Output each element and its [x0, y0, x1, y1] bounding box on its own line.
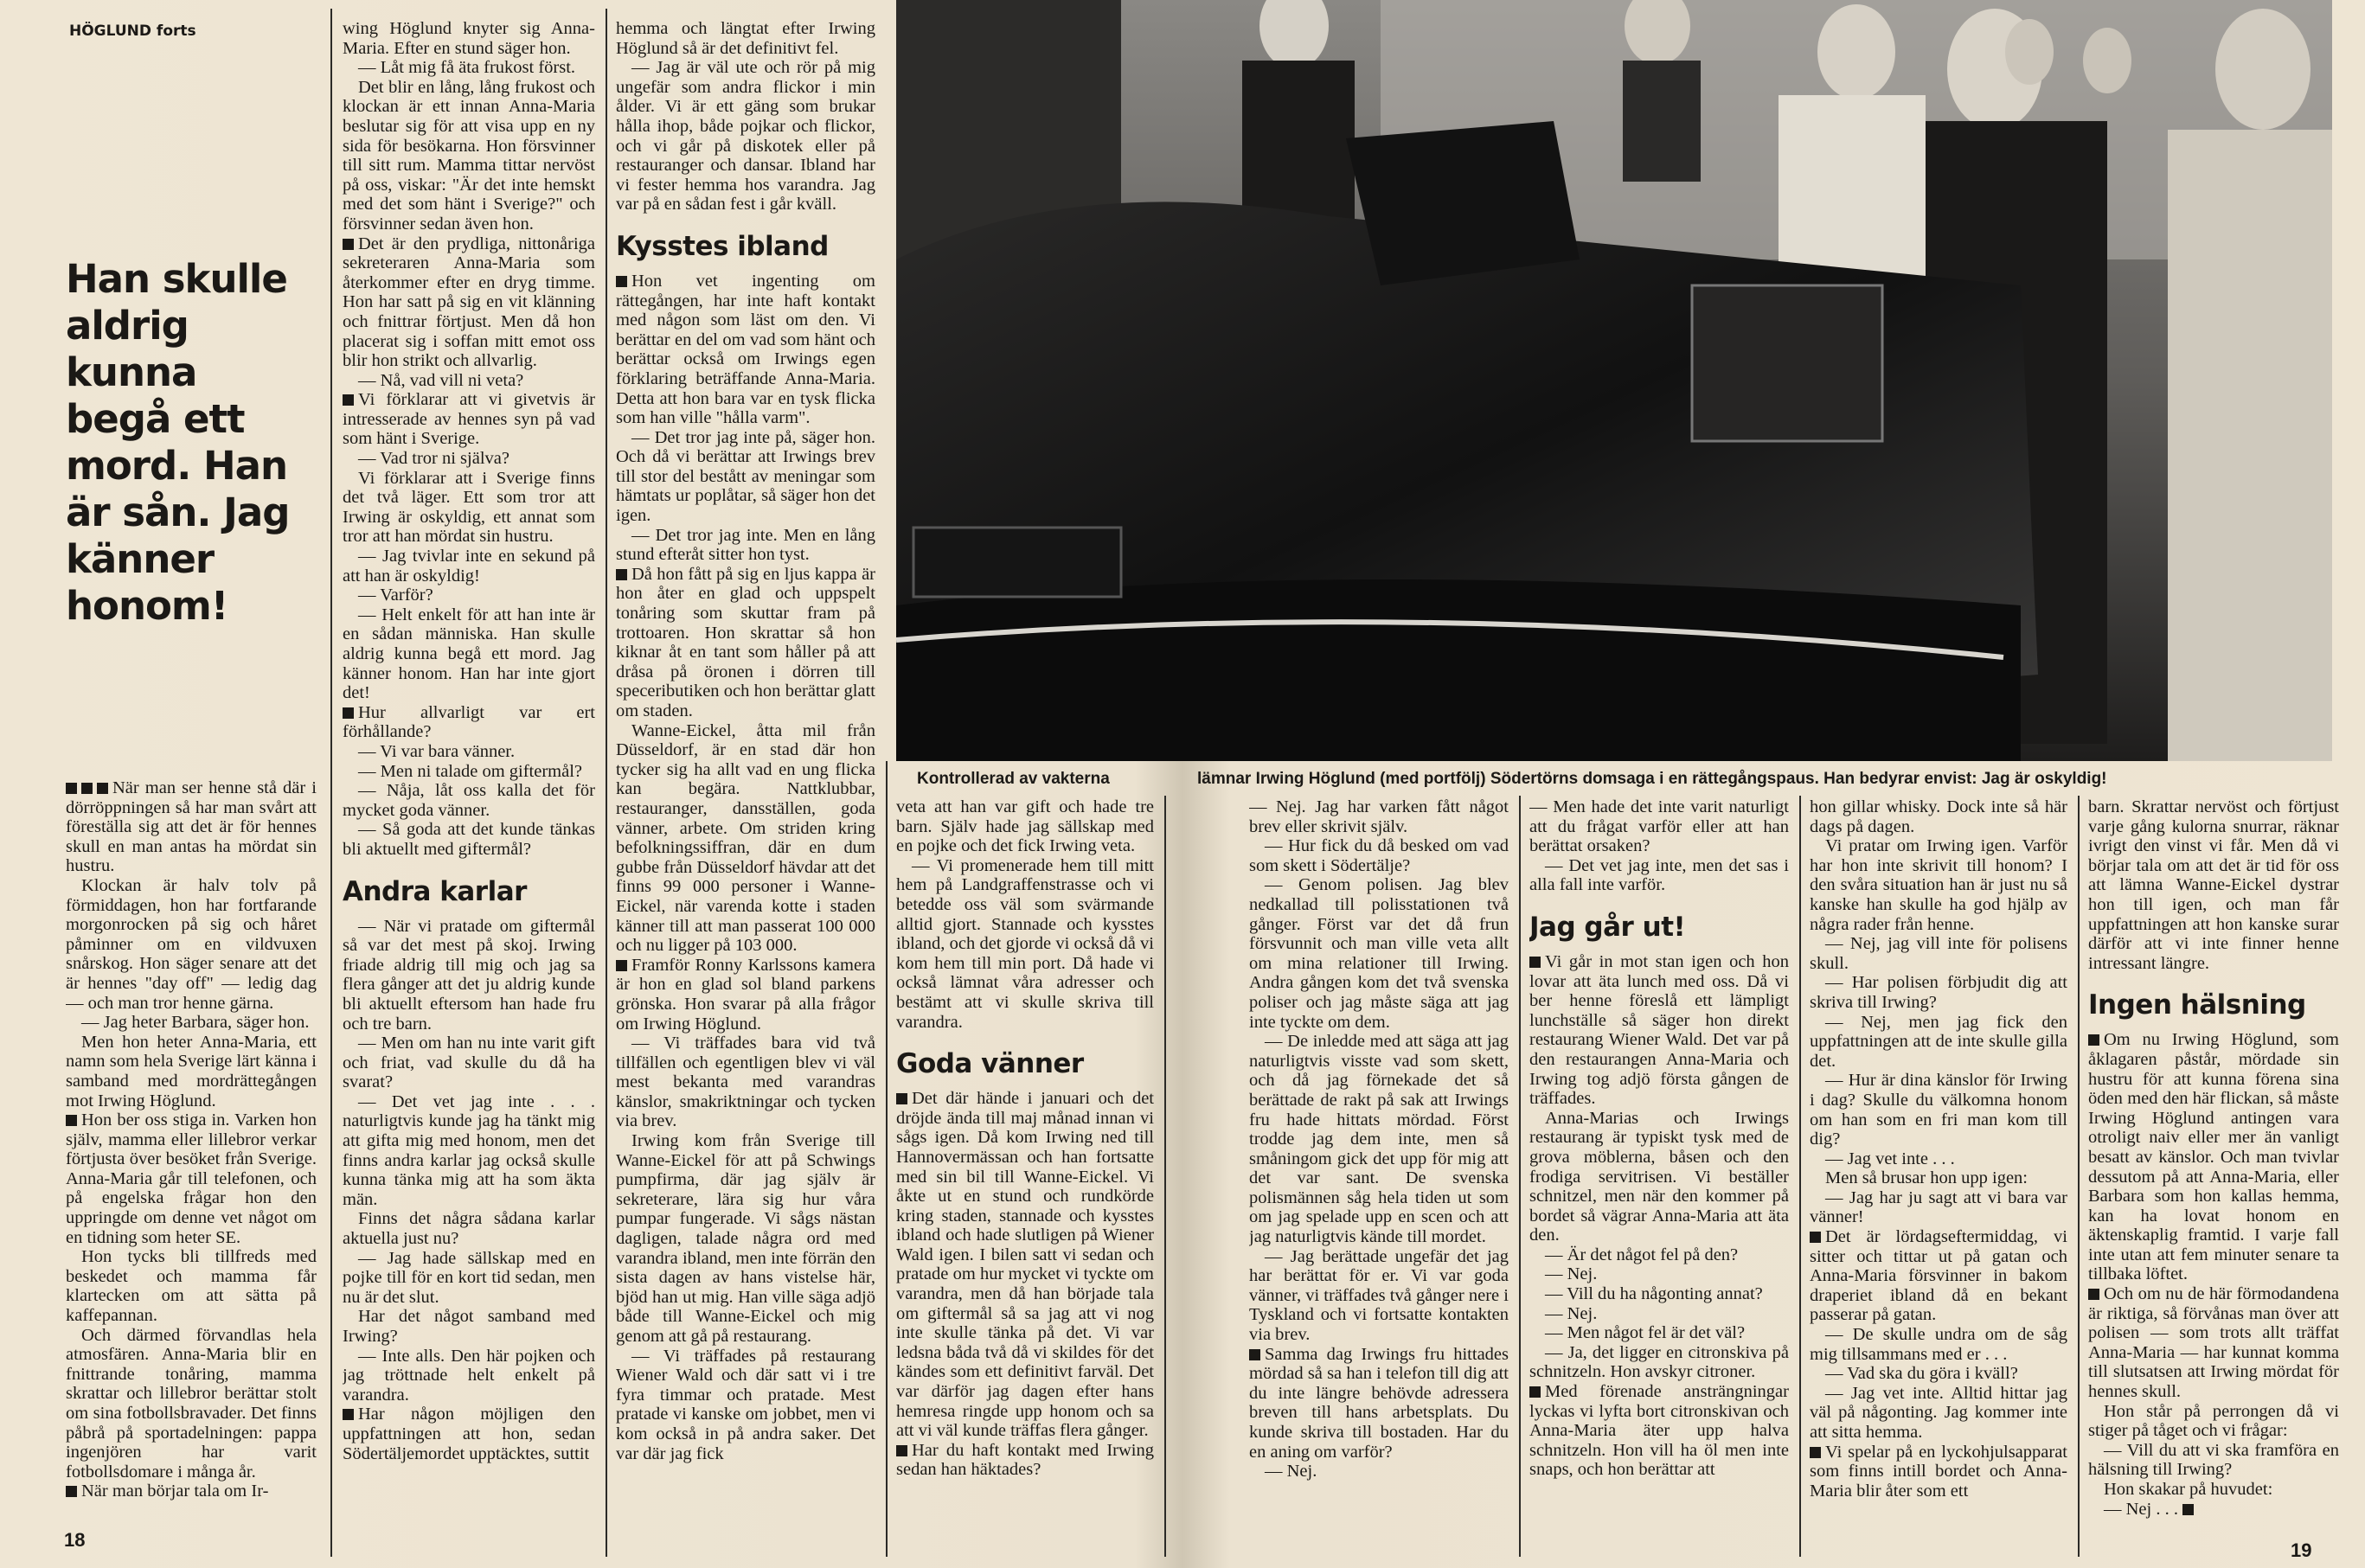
paragraph: — De inledde med att säga att jag naturligtvis visste vad som skett, och då jag förnekade det så berättade de rakt på sak att Irwings fru hade hittats mördad. Först trodde jag dem inte, men så småningom gick det upp för mig att det var sant. De svenska polismännen såg hela tiden ut som om jag spelade upp en scen och att jag naturligtvis kände till mordet.	[1249, 1032, 1509, 1247]
column-rule	[606, 9, 607, 1557]
paragraph: Det där hände i januari och det dröjde ända till maj månad innan vi sågs igen. Då kom Irwing ned till Hannovermässan och han fortsatte med sin bil till Wanne-Eickel. Vi åkte ut en stund och rundkörde kring staden, stannade och kysstes ibland och hade slutligen på Wiener Wald igen. I bilen satt vi sedan och pratade om hur mycket vi tyckte om varandra, men då han började tala om giftermål så sa jag att vi nog inte skulle tänka på det. Vi var ledsna båda två då vi skildes för det kändes som ett definitivt farväl. Det var därför jag dagen efter hans hemresa ringde upp honom och sa att vi väl kunde träffas flera gånger.	[896, 1089, 1154, 1441]
column-rule	[1799, 796, 1801, 1557]
paragraph: — Jag tvivlar inte en sekund på att han är oskyldig!	[343, 547, 595, 586]
paragraph: Hon står på perrongen då vi stiger på tåget och vi frågar:	[2088, 1401, 2339, 1441]
press-photo	[896, 0, 2332, 761]
paragraph: Men hon heter Anna-Maria, ett namn som hela Sverige lärt känna i samband med mordrättegången mot Irwing Höglund.	[66, 1032, 317, 1110]
paragraph: barn. Skrattar nervöst och förtjust varje gång kulorna snurrar, räknar ivrigt den vinst vi får. Men då vi börjar tala om att det är tid för oss att lämna Wanne-Eickel dystrar hon till igen, och man får uppfattningen att hon kanske surar därför att vi inte finner henne intressant längre.	[2088, 797, 2339, 973]
paragraph: Har du haft kontakt med Irwing sedan han häktades?	[896, 1440, 1154, 1480]
paragraph: Om nu Irwing Höglund, som åklagaren påstår, mördade sin hustru för att kunna förena sina öden med den här flickan, så måste Irwing Höglund antingen vara otroligt naiv eller mer än vanligt besatt av känslor. Och man tvivlar dessutom på att Anna-Maria, eller Barbara som hon kallas hemma, kan ha lovat honom en äktenskaplig framtid. I varje fall inte utan att fem minuter senare ta tillbaka löftet.	[2088, 1030, 2339, 1284]
paragraph: — Jag har ju sagt att vi bara var vänner!	[1810, 1187, 2067, 1227]
column-6	[1529, 797, 1789, 1550]
paragraph: — Vill du att vi ska framföra en hälsning till Irwing?	[2088, 1440, 2339, 1480]
column-rule	[1519, 796, 1521, 1557]
subheading: Kysstes ibland	[616, 230, 829, 262]
paragraph: — Nej. Jag har varken fått något brev eller skrivit själv.	[1249, 797, 1509, 836]
paragraph: Men så brusar hon upp igen:	[1825, 1168, 2028, 1188]
paragraph: — Jag hade sällskap med en pojke till för en kort tid sedan, men nu är det slut.	[343, 1248, 595, 1307]
paragraph: Det är lördagseftermiddag, vi sitter och tittar ut på gatan och Anna-Maria försvinner in bakom draperiet ibland då en bekant passerar på gatan.	[1810, 1227, 2067, 1325]
paragraph: — Nej.	[1545, 1264, 1598, 1284]
paragraph: — Men hade det inte varit naturligt att du frågat varför eller att han berättat orsaken?	[1529, 797, 1789, 856]
paragraph: Hon vet ingenting om rättegången, har inte haft kontakt med någon som läst om den. Vi berättar en del om vad som hänt och berättar också om Irwings egen förklaring beträffande Anna-Maria. Detta att hon bara var en tysk flicka som han ville "hålla varm".	[616, 271, 875, 428]
paragraph: — Nej, jag vill inte för polisens skull.	[1810, 934, 2067, 973]
paragraph: — Vad tror ni själva?	[358, 449, 510, 469]
column-7	[1810, 797, 2067, 1550]
paragraph: — Nå, vad vill ni veta?	[358, 370, 524, 390]
paragraph: — Vad ska du göra i kväll?	[1825, 1364, 2018, 1384]
paragraph: — Det tror jag inte på, säger hon. Och då vi berättar att Irwings brev till stor del bestått av meningar som hämtats ur poplåtar, så säger hon det igen.	[616, 427, 875, 526]
running-head: HÖGLUND forts	[69, 22, 196, 40]
paragraph: — Så goda att det kunde tänkas bli aktuellt med giftermål?	[343, 820, 595, 859]
photo-caption-right: lämnar Irwing Höglund (med portfölj) Södertörns domsaga i en rättegångspaus. Han bedyrar envist: Jag är oskyldig!	[1197, 770, 2107, 788]
paragraph: — Hur fick du då besked om vad som skett i Södertälje?	[1249, 836, 1509, 875]
paragraph: — Nåja, låt oss kalla det för mycket goda vänner.	[343, 781, 595, 820]
paragraph: När man ser henne stå där i dörröppningen så har man svårt att föreställa sig att det är för hennes skull en man antas ha mördat sin hustru.	[66, 778, 317, 876]
paragraph: — Men om han nu inte varit gift och friat, vad skulle du då ha svarat?	[343, 1034, 595, 1092]
column-1	[66, 778, 317, 1539]
paragraph: — De skulle undra om de såg mig tillsammans med er . . .	[1810, 1325, 2067, 1364]
paragraph: Irwing kom från Sverige till Wanne-Eickel för att på Schwings pumpfirma, där jag själv är sekreterare, lära sig hur våra pumpar fungerade. Vi sågs nästan dagligen, talade några ord med varandra ibland, men inte förrän den sista dagen av hans vistelse här, bjöd han ut mig. Han ville säga adjö både till Wanne-Eickel och mig genom att gå på restaurang.	[616, 1131, 875, 1346]
paragraph: — Vill du ha någonting annat?	[1545, 1284, 1763, 1304]
paragraph: — Nej, men jag fick den uppfattningen att de inte skulle gilla det.	[1810, 1012, 2067, 1071]
photo-illustration	[896, 0, 2332, 761]
paragraph: Hon skakar på huvudet:	[2104, 1480, 2273, 1499]
paragraph: Anna-Marias och Irwings restaurang är typiskt tysk med de grova möblerna, båsen och den frodiga servitrisen. Vi beställer schnitzel, men när den kommer på bordet så vägrar Anna-Maria att äta den.	[1529, 1108, 1789, 1245]
photo-caption-left: Kontrollerad av vakterna	[917, 770, 1110, 788]
paragraph: — Men ni talade om giftermål?	[358, 761, 583, 781]
paragraph: — Det tror jag inte. Men en lång stund efteråt sitter hon tyst.	[616, 525, 875, 565]
paragraph: wing Höglund knyter sig Anna-Maria. Efter en stund säger hon.	[343, 19, 595, 58]
paragraph: Har det något samband med Irwing?	[343, 1307, 595, 1346]
paragraph: — Vi träffades på restaurang Wiener Wald och där satt vi i tre fyra timmar och pratade. Mest pratade vi kanske om jobbet, men vi kom också in på andra saker. Det var där jag fick	[616, 1346, 875, 1463]
paragraph: Framför Ronny Karlssons kamera är hon en glad sol bland parkens grönska. Hon svarar på alla frågor om Irwing Höglund.	[616, 955, 875, 1034]
paragraph: Klockan är halv tolv på förmiddagen, hon har fortfarande morgonrocken på sig och håret påminner om en vildvuxen snårskog. Hon säger senare att det är hennes "day off" — ledig dag — och man tror henne gärna.	[66, 875, 317, 1013]
paragraph: — Men något fel är det väl?	[1545, 1323, 1746, 1343]
paragraph: Hur allvarligt var ert förhållande?	[343, 702, 595, 742]
page-number-left: 18	[64, 1529, 86, 1551]
paragraph: Och därmed förvandlas hela atmosfären. Anna-Maria blir en fnittrande tonåring, mamma skrattar och lillebror berättar stolt om sina fotbollsbravader. Det finns påbrå på sportadelningen: pappa ingenjören har varit fotbollsdomare i många år.	[66, 1325, 317, 1482]
column-rule	[330, 9, 332, 1557]
paragraph: När man börjar tala om Ir-	[66, 1482, 317, 1501]
paragraph: hon gillar whisky. Dock inte så här dags på dagen.	[1810, 797, 2067, 836]
paragraph: Finns det några sådana karlar aktuella just nu?	[343, 1209, 595, 1249]
subheading: Ingen hälsning	[2088, 989, 2306, 1021]
paragraph: Har någon möjligen den uppfattningen att hon, sedan Södertäljemordet upptäcktes, suttit	[343, 1405, 595, 1463]
paragraph: — Jag berättade ungefär det jag har berättat för er. Vi var goda vänner, vi träffades två gånger nere i Tyskland och vi fortsatte kontakten via brev.	[1249, 1246, 1509, 1345]
paragraph: Och om nu de här förmodandena är riktiga, så förvånas man över att polisen — som trots allt träffat Anna-Maria — har kunnat komma till slutsatsen att Irwing mördat för hennes skull.	[2088, 1284, 2339, 1402]
subheading: Jag går ut!	[1529, 911, 1686, 943]
page-number-right: 19	[2291, 1539, 2312, 1561]
paragraph: Med förenade ansträngningar lyckas vi lyfta bort citronskivan och Anna-Maria äter upp halva schnitzeln. Hon vill ha öl men inte snaps, och hon berättar att	[1529, 1382, 1789, 1480]
column-2	[343, 19, 595, 1550]
paragraph: — Jag är väl ute och rör på mig ungefär som andra flickor i min ålder. Vi är ett gäng som brukar hålla ihop, både pojkar och flickor, och vi går på diskotek eller på restauranger och dansar. Ibland har vi fester hemma hos varandra. Jag var på en sådan fest i går kväll.	[616, 58, 875, 214]
paragraph: Då hon fått på sig en ljus kappa är hon åter en glad och uppspelt tonåring som skuttar fram på trottoaren. Hon skrattar så hon kiknar åt en tant som håller på att dråsa på öronen i dörren till speceributiken och hon berättar glatt om staden.	[616, 564, 875, 720]
paragraph: — Låt mig få äta frukost först.	[358, 58, 576, 78]
paragraph: — Nej . . .	[2088, 1500, 2339, 1520]
paragraph: — Hur är dina känslor för Irwing i dag? Skulle du välkomna honom om han som en fri man kom till dig?	[1810, 1071, 2067, 1149]
headline: Han skulle aldrig kunna begå ett mord. Han är sån. Jag känner honom!	[66, 256, 290, 629]
paragraph: — Har polisen förbjudit dig att skriva till Irwing?	[1810, 973, 2067, 1012]
paragraph: Vi pratar om Irwing igen. Varför har hon inte skrivit till honom? I den svåra situation han är just nu så kanske han skulle ha god hjälp av några rader från henne.	[1810, 836, 2067, 934]
column-3	[616, 19, 875, 1550]
paragraph: — Vi träffades bara vid två tillfällen och egentligen blev vi väl mest bekanta med varandras känslor, smakriktningar och tycken via brev.	[616, 1034, 875, 1131]
paragraph: — Nej.	[1265, 1462, 1317, 1482]
paragraph: Samma dag Irwings fru hittades mördad så sa han i telefon till dig att du inte längre behövde adressera breven till hans arbetsplats. Du kunde skriva till bostaden. Har du en aning om varför?	[1249, 1344, 1509, 1462]
subheading: Andra karlar	[343, 875, 527, 907]
paragraph: — Varför?	[358, 586, 433, 605]
paragraph: — Vi var bara vänner.	[358, 741, 516, 761]
column-5	[1249, 797, 1509, 1550]
column-8	[2088, 797, 2339, 1550]
paragraph: Hon tycks bli tillfreds med beskedet och mamma får klartecken om att sätta på kaffepannan.	[66, 1247, 317, 1326]
paragraph: Det blir en lång, lång frukost och klockan är ett innan Anna-Maria beslutar sig för att visa upp en ny sida för besökarna. Hon försvinner till sitt rum. Mamma tittar nervöst på oss, viskar: "Är det inte hemskt med det som hänt i Sverige?" och försvinner sedan även hon.	[343, 77, 595, 234]
column-rule	[2078, 796, 2080, 1557]
column-4	[896, 797, 1154, 1550]
paragraph: Vi förklarar att vi givetvis är intresserade av hennes syn på vad som hänt i Sverige.	[343, 390, 595, 449]
paragraph: Vi förklarar att i Sverige finns det två läger. Ett som tror att Irwing är oskyldig, ett annat som tror att han mördat sin hustru.	[343, 468, 595, 547]
subheading: Goda vänner	[896, 1048, 1084, 1080]
paragraph: — Det vet jag inte, men det sas i alla fall inte varför.	[1529, 855, 1789, 895]
paragraph: Det är den prydliga, nittonåriga sekreteraren Anna-Maria som återkommer efter en dryg timme. Hon har satt på sig en vit klänning och fnittrar förtjust. Men då hon placerat sig i soffan mitt emot oss blir hon strikt och allvarlig.	[343, 234, 595, 371]
paragraph: — Helt enkelt för att han inte är en sådan människa. Han skulle aldrig kunna begå ett mord. Jag känner honom. Han har inte gjort det!	[343, 605, 595, 703]
paragraph: — Jag vet inte . . .	[1825, 1149, 1955, 1168]
paragraph: Vi spelar på en lyckohjulsapparat som finns intill bordet och Anna-Maria blir åter som ett	[1810, 1442, 2067, 1501]
paragraph: — Är det något fel på den?	[1545, 1245, 1739, 1264]
paragraph: Hon ber oss stiga in. Varken hon själv, mamma eller lillebror verkar förtjusta över besöket från Sverige. Anna-Maria går till telefonen, och på engelska frågar hon den uppringde om denne vet något om en tidning som heter SE.	[66, 1110, 317, 1247]
paragraph: — Genom polisen. Jag blev nedkallad till polisstationen två gånger. Först var det då frun försvunnit och man ville veta allt om mina relationer till Irwing. Andra gången kom det två svenska poliser och jag måste säga att jag inte tyckte om dem.	[1249, 875, 1509, 1032]
paragraph: — Vi promenerade hem till mitt hem på Landgraffenstrasse och vi betedde oss väl som svärmande alltid gjort. Stannade och kysstes ibland, och det gjorde vi också då vi kom hem till min port. Då hade vi också lämnat våra adresser och bestämt att vi skulle skriva till varandra.	[896, 855, 1154, 1032]
paragraph: veta att han var gift och hade tre barn. Själv hade jag sällskap med en pojke och det fick Irwing veta.	[896, 797, 1154, 856]
paragraph: hemma och längtat efter Irwing Höglund så är det definitivt fel.	[616, 19, 875, 58]
paragraph: Wanne-Eickel, åtta mil från Düsseldorf, är en stad där hon tycker sig ha allt vad en ung flicka kan begära. Nattklubbar, restauranger, dansställen, goda vänner, arbete. Om striden kring befolkningssiffran, där en dum gubbe från Düsseldorf hävdar att det finns 99 000 personer i Wanne-Eickel, när varenda kotte i staden känner till att man passerat 100 000 och nu ligger på 103 000.	[616, 720, 875, 956]
paragraph: — Det vet jag inte . . . naturligtvis kunde jag ha tänkt mig att gifta mig med honom, men det finns andra karlar jag också skulle kunna tänka mig att ha som äkta män.	[343, 1091, 595, 1209]
paragraph: — Inte alls. Den här pojken och jag tröttnade helt enkelt på varandra.	[343, 1346, 595, 1405]
column-rule	[1164, 796, 1166, 1557]
paragraph: Vi går in mot stan igen och hon lovar att äta lunch med oss. Då vi ber henne föreslå ett lämpligt lunchställe så säger hon direkt restaurang Wiener Wald. Det var på den restaurangen Anna-Maria och Irwing tog adjö första gången de träffades.	[1529, 951, 1789, 1109]
paragraph: — Jag heter Barbara, säger hon.	[81, 1013, 310, 1033]
column-rule	[886, 761, 888, 1557]
paragraph: — När vi pratade om giftermål så var det mest på skoj. Irwing friade aldrig till mig och jag sa flera gånger att det ju aldrig kunde bli aktuellt eftersom han hade fru och tre barn.	[343, 916, 595, 1034]
paragraph: — Ja, det ligger en citronskiva på schnitzeln. Hon avskyr citroner.	[1529, 1342, 1789, 1382]
paragraph: — Jag vet inte. Alltid hittar jag väl på någonting. Jag kommer inte att sitta hemma.	[1810, 1383, 2067, 1442]
paragraph: — Nej.	[1545, 1303, 1598, 1323]
